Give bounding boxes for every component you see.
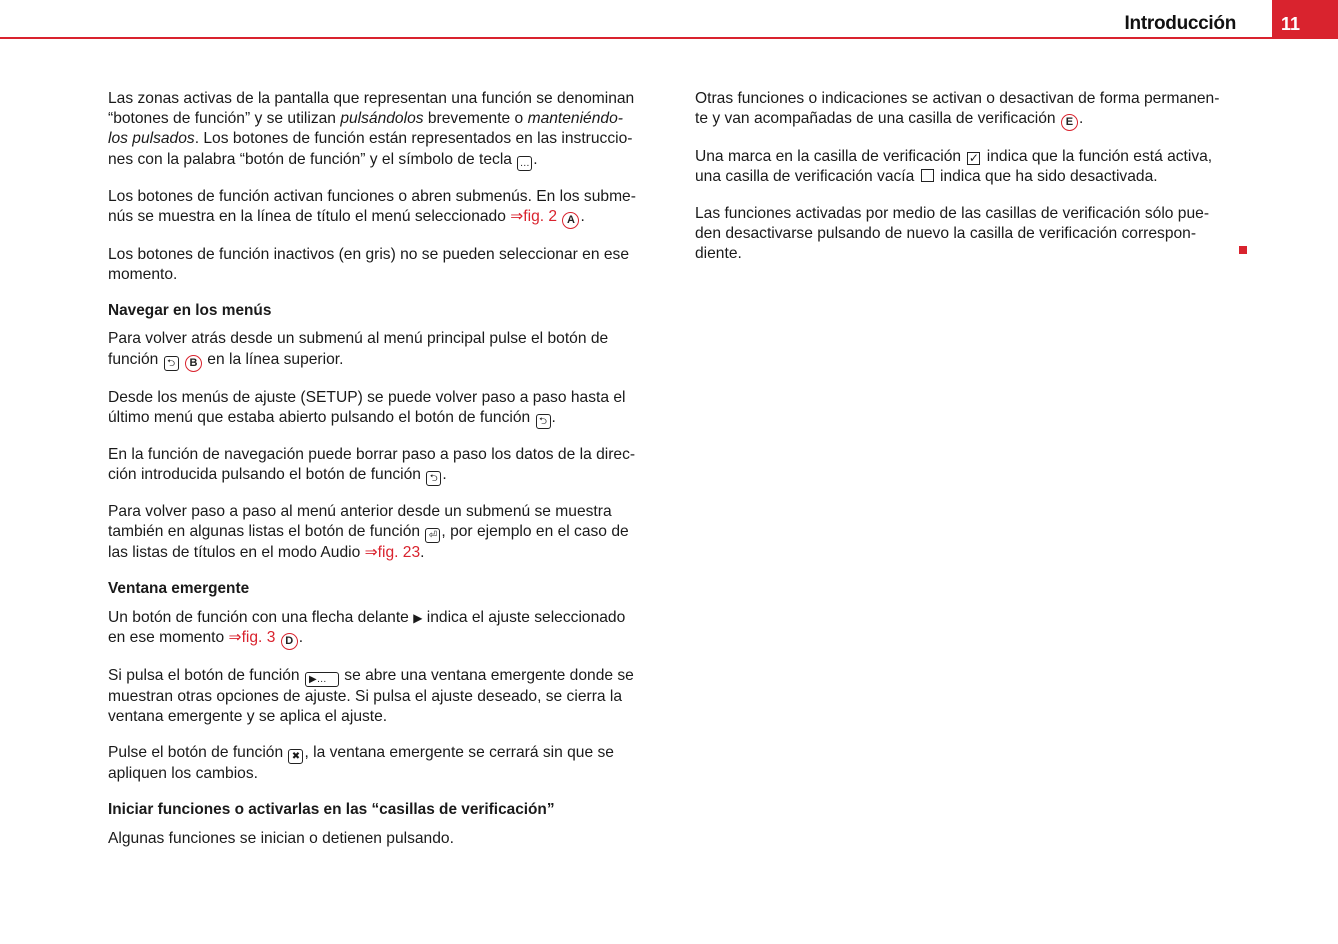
text-run: . [1078, 110, 1084, 128]
back-key-icon: ⮌ [426, 471, 441, 486]
paragraph [695, 204, 1255, 265]
text-run: muestran otras opciones de ajuste. Si pulsa el ajuste deseado, se cierra la [108, 687, 623, 705]
callout-marker-a: A [562, 212, 579, 229]
text-run [275, 629, 279, 646]
text-run: nes con la palabra “botón de función” y el símbolo de tecla [108, 150, 517, 168]
text-line [108, 207, 668, 229]
text-run: te y van acompañadas de una casilla de verificación [695, 110, 1060, 128]
text-run: ventana emergente y se aplica el ajuste. [108, 708, 388, 726]
text-line [108, 445, 668, 465]
paragraph [695, 147, 1255, 187]
text-run [180, 351, 184, 368]
popup-key-icon: ▶… [305, 672, 339, 687]
section-title: Introducción [1124, 13, 1236, 34]
page-number: 11 [1272, 0, 1338, 39]
text-line [108, 408, 668, 429]
section-heading [108, 301, 668, 321]
text-run: Algunas funciones se inician o detienen pulsando. [108, 829, 454, 847]
paragraph [695, 89, 1255, 131]
paragraph [108, 245, 668, 285]
text-line [108, 687, 668, 707]
text-run: nús se muestra en la línea de título el menú seleccionado [108, 207, 511, 225]
paragraph [108, 329, 668, 371]
text-run: brevemente o [423, 110, 528, 128]
text-run: también en algunas listas el botón de función [108, 523, 425, 541]
text-run: se abre una ventana emergente donde se [339, 666, 634, 684]
paragraph [108, 445, 668, 486]
text-run: . [298, 628, 304, 646]
end-of-section-marker [1239, 246, 1247, 254]
text-run: en la línea superior. [202, 350, 344, 368]
text-run: Las zonas activas de la pantalla que representan una función se denominan [108, 90, 635, 107]
back-key-icon: ⮌ [164, 356, 179, 371]
text-run: manteniéndo- [527, 110, 623, 128]
paragraph [108, 388, 668, 429]
folder-back-key-icon: ⏎ [425, 528, 440, 543]
text-line [108, 245, 668, 265]
text-run: Si pulsa el botón de función [108, 666, 304, 684]
text-run: Desde los menús de ajuste (SETUP) se puede volver paso a paso hasta el [108, 388, 626, 406]
text-line [695, 147, 1255, 167]
text-line [108, 89, 668, 109]
text-run: Ventana emergente [108, 580, 250, 598]
header-rule [0, 37, 1338, 39]
text-run: Los botones de función activan funciones o abren submenús. En los subme- [108, 187, 636, 205]
section-heading [108, 800, 668, 820]
text-line [108, 543, 668, 563]
close-key-icon: ✖ [288, 749, 303, 764]
right-column [695, 89, 1255, 280]
section-heading [108, 579, 668, 599]
text-run: . [551, 408, 556, 426]
figure-reference-link[interactable]: ⇒fig. 3 [228, 628, 276, 646]
text-run: apliquen los cambios. [108, 765, 258, 783]
text-run: indica el ajuste seleccionado [422, 608, 626, 626]
text-line [108, 109, 668, 129]
text-line [695, 89, 1255, 109]
text-line [108, 465, 668, 486]
text-run: indica que ha sido desactivada. [935, 168, 1158, 186]
text-line [108, 829, 668, 849]
text-run: pulsándolos [340, 110, 424, 128]
text-run: ción introducida pulsando el botón de función [108, 466, 426, 484]
paragraph [108, 187, 668, 229]
ellipsis-key-icon: … [517, 156, 532, 171]
text-run: Una marca en la casilla de verificación [695, 148, 966, 166]
text-run: . [442, 466, 447, 484]
text-line [695, 109, 1255, 131]
text-run: Pulse el botón de función [108, 744, 288, 762]
text-run: diente. [695, 245, 742, 263]
text-line [108, 707, 668, 727]
text-line [108, 743, 668, 764]
text-run: , la ventana emergente se cerrará sin que se [304, 744, 614, 762]
text-line [108, 129, 668, 149]
text-line [108, 150, 668, 171]
text-run: función [108, 350, 163, 368]
text-run: Un botón de función con una flecha delante [108, 608, 414, 626]
text-run: Los botones de función inactivos (en gris) no se pueden seleccionar en ese [108, 245, 629, 263]
text-line [108, 800, 668, 820]
text-line [108, 265, 668, 285]
text-run: las listas de títulos en el modo Audio [108, 544, 365, 562]
callout-marker-b: B [185, 355, 202, 372]
text-run: . [580, 207, 585, 225]
text-run: en ese momento [108, 628, 229, 646]
text-run: Iniciar funciones o activarlas en las “casillas de verificación” [108, 801, 555, 819]
checkbox-empty-icon [921, 169, 934, 182]
paragraph [108, 666, 668, 727]
text-line [108, 764, 668, 784]
paragraph [108, 608, 668, 650]
left-column [108, 89, 668, 865]
text-line [695, 167, 1255, 187]
text-run: Navegar en los menús [108, 302, 272, 320]
figure-reference-link[interactable]: ⇒fig. 2 [510, 207, 558, 225]
text-run: los pulsados [108, 130, 195, 148]
text-run [557, 208, 561, 225]
text-run: último menú que estaba abierto pulsando el botón de función [108, 408, 535, 426]
text-run: den desactivarse pulsando de nuevo la casilla de verificación correspon- [695, 224, 1197, 242]
text-line [108, 666, 668, 687]
text-run: . [533, 150, 538, 168]
text-run: Otras funciones o indicaciones se activan o desactivan de forma permanen- [695, 90, 1220, 107]
text-run: momento. [108, 266, 178, 284]
text-run: , por ejemplo en el caso de [441, 523, 629, 541]
arrow-right-icon: ▶ [413, 610, 423, 625]
text-line [108, 329, 668, 349]
text-line [695, 224, 1255, 244]
paragraph [108, 829, 668, 849]
text-run: “botones de función” y se utilizan [108, 110, 341, 128]
figure-reference-link[interactable]: ⇒fig. 23 [364, 544, 421, 562]
text-line [108, 608, 668, 628]
checkbox-checked-icon: ✓ [968, 151, 979, 166]
paragraph [108, 743, 668, 784]
text-run: Para volver atrás desde un submenú al menú principal pulse el botón de [108, 330, 609, 348]
text-run: Las funciones activadas por medio de las casillas de verificación sólo pue- [695, 204, 1210, 222]
text-run: indica que la función está activa, [982, 148, 1213, 166]
paragraph [108, 89, 668, 171]
back-key-icon: ⮌ [536, 414, 551, 429]
callout-marker-d: D [281, 633, 298, 650]
text-run: En la función de navegación puede borrar paso a paso los datos de la direc- [108, 445, 636, 463]
text-run: una casilla de verificación vacía [695, 168, 919, 186]
text-line [695, 244, 1255, 264]
text-line [108, 628, 668, 650]
text-run: . Los botones de función están representados en las instruccio- [194, 130, 633, 148]
callout-marker-e: E [1061, 114, 1078, 131]
text-run: Para volver paso a paso al menú anterior desde un submenú se muestra [108, 503, 612, 521]
text-line [108, 350, 668, 372]
text-line [108, 502, 668, 522]
text-line [108, 388, 668, 408]
text-line [108, 187, 668, 207]
text-run: . [420, 544, 425, 562]
text-line [108, 522, 668, 543]
text-line [108, 579, 668, 599]
paragraph [108, 502, 668, 563]
text-line [108, 301, 668, 321]
text-line [695, 204, 1255, 224]
